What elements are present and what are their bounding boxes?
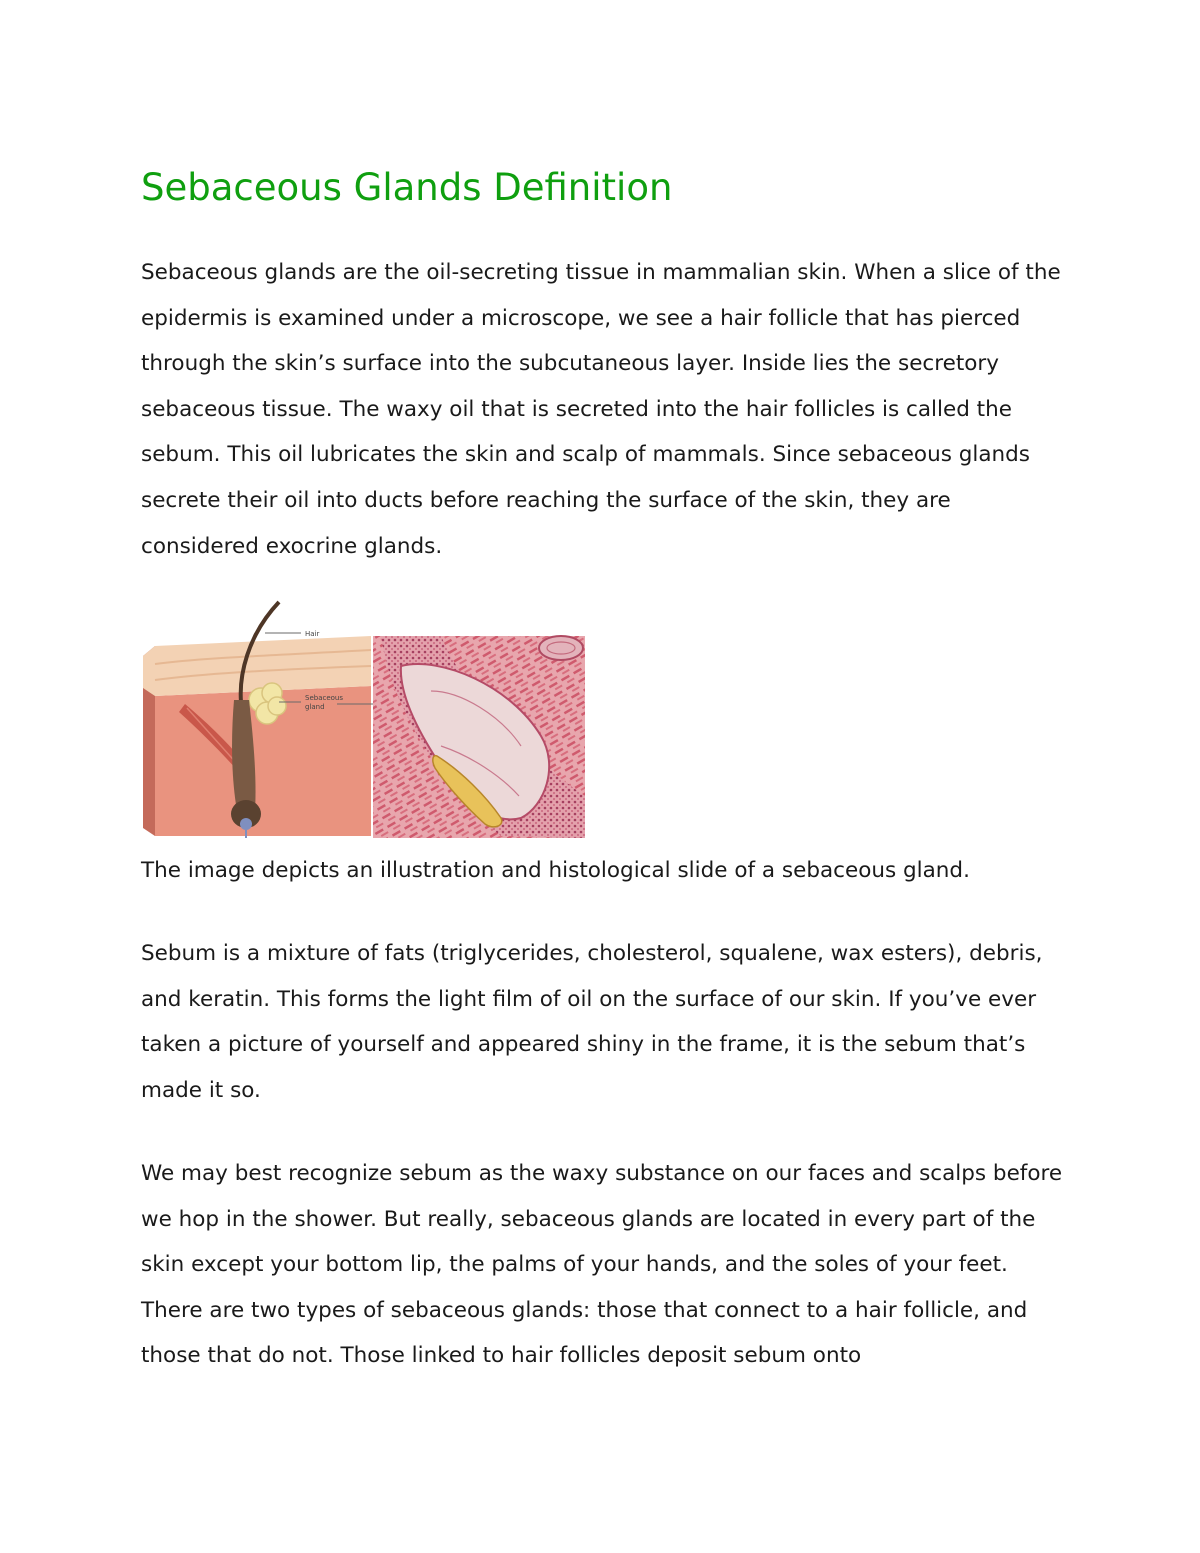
label-sebaceous: Sebaceous — [305, 694, 344, 702]
figure-caption: The image depicts an illustration and histological slide of a sebaceous gland. — [141, 858, 970, 883]
page-title: Sebaceous Glands Definition — [141, 166, 673, 209]
histology-slide — [373, 636, 585, 838]
paragraph-definition: Sebaceous glands are the oil-secreting tissue in mammalian skin. When a slice of the epidermis is examined under a microscope, we see a hair follicle that has pierced through the skin’s surface into the subcutaneous layer. Inside lies the secretory sebaceous tissue. The waxy oil that is secreted into the hair follicles is called the sebum. This oil lubricates the skin and scalp of mammals. Since sebaceous glands secrete their oil into ducts before reaching the surface of the skin, they are considered exocrine glands. — [141, 260, 1061, 559]
paragraph-sebum: Sebum is a mixture of fats (triglycerides, cholesterol, squalene, wax esters), debris, and keratin. This forms the light film of oil on the surface of our skin. If you’ve ever taken a picture of yourself and appeared shiny in the frame, it is the sebum that’s made it so. — [141, 941, 1043, 1103]
label-hair: Hair — [305, 630, 320, 638]
label-gland: gland — [305, 703, 325, 711]
sebaceous-gland-figure — [141, 596, 587, 838]
paragraph-location: We may best recognize sebum as the waxy substance on our faces and scalps before we hop in the shower. But really, sebaceous glands are located in every part of the skin except your bottom lip, the palms of your hands, and the soles of your feet. There are two types of sebaceous glands: those that connect to a hair follicle, and those that do not. Those linked to hair follicles deposit sebum onto — [141, 1161, 1063, 1369]
